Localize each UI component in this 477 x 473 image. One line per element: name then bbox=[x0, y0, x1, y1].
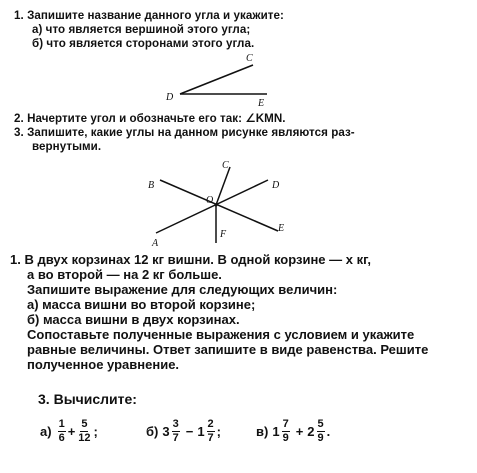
expr-c-label: в) bbox=[256, 424, 269, 439]
label-o: O bbox=[206, 195, 214, 206]
expression-a bbox=[40, 419, 98, 444]
label-e: E bbox=[278, 223, 285, 234]
expr-a-end: ; bbox=[93, 424, 98, 439]
problem1-line-8: полученное уравнение. bbox=[27, 357, 180, 372]
expr-a-f1-denominator: 6 bbox=[58, 432, 65, 444]
expr-a-fraction-1 bbox=[58, 419, 66, 444]
intersecting-lines-figure bbox=[140, 155, 300, 250]
expr-b-fraction-1 bbox=[172, 419, 180, 444]
problem1-line-4: а) масса вишни во второй корзине; bbox=[27, 297, 256, 312]
angle-cde-figure bbox=[150, 50, 290, 110]
label-a: A bbox=[152, 238, 159, 249]
problem1-number: 1. bbox=[10, 252, 21, 267]
problem1-line-2: а во второй — на 2 кг больше. bbox=[27, 267, 222, 282]
label-c: C bbox=[222, 160, 229, 171]
expr-b-f2-numerator: 2 bbox=[207, 418, 214, 430]
expr-a-f2-denominator: 12 bbox=[78, 432, 91, 444]
expr-c-f2-numerator: 5 bbox=[317, 418, 324, 430]
problem1-line-7: равные величины. Ответ запишите в виде равенства. Решите bbox=[27, 342, 429, 357]
problem1-line-6: Сопоставьте полученные выражения с условием и укажите bbox=[27, 327, 415, 342]
expr-b-end: ; bbox=[216, 424, 222, 439]
expr-b-f1-numerator: 3 bbox=[172, 418, 179, 430]
label-b: B bbox=[148, 180, 155, 191]
expr-c-operator: + bbox=[295, 424, 304, 439]
problem3-title: Вычислите: bbox=[53, 391, 137, 407]
label-d: D bbox=[272, 180, 280, 191]
task3-number: 3. bbox=[14, 126, 24, 139]
expr-b-whole-2: 1 bbox=[197, 424, 205, 439]
expr-b-fraction-2 bbox=[207, 419, 215, 444]
task3-text-line1: Запишите, какие углы на данном рисунке являются раз- bbox=[27, 126, 355, 139]
ray-dc bbox=[180, 65, 253, 94]
expression-c bbox=[256, 419, 330, 444]
label-c: C bbox=[246, 53, 253, 64]
expr-a-fraction-2 bbox=[77, 419, 91, 444]
expr-b-operator: − bbox=[185, 424, 194, 439]
expr-c-whole-2: 2 bbox=[307, 424, 315, 439]
label-e: E bbox=[258, 98, 265, 109]
expr-b-f2-denominator: 7 bbox=[207, 432, 214, 444]
task2-number: 2. bbox=[14, 112, 24, 125]
label-d: D bbox=[166, 92, 174, 103]
problem1-line-1 bbox=[10, 252, 371, 268]
task2-line bbox=[14, 112, 286, 126]
task1-item-b: б) что является сторонами этого угла. bbox=[32, 37, 255, 50]
expr-c-fraction-2 bbox=[317, 419, 325, 444]
expr-b-label: б) bbox=[146, 424, 159, 439]
task3-line1 bbox=[14, 126, 355, 140]
expr-a-operator: + bbox=[67, 424, 76, 439]
task1-item-a: а) что является вершиной этого угла; bbox=[32, 23, 251, 36]
problem1-text-1: В двух корзинах 12 кг вишни. В одной корзине — x кг, bbox=[24, 252, 371, 267]
label-f: F bbox=[220, 229, 227, 240]
expr-c-end: . bbox=[326, 424, 331, 439]
point-o bbox=[215, 204, 218, 207]
problem1-line-5: б) масса вишни в двух корзинах. bbox=[27, 312, 240, 327]
task3-text-line2: вернутыми. bbox=[32, 140, 102, 153]
problem1-line-3: Запишите выражение для следующих величин: bbox=[27, 282, 338, 297]
task1-number: 1. bbox=[14, 9, 24, 22]
problem3-line bbox=[38, 391, 137, 407]
task1-text: Запишите название данного угла и укажите: bbox=[27, 9, 284, 22]
expr-c-f2-denominator: 9 bbox=[317, 432, 324, 444]
expr-c-fraction-1 bbox=[282, 419, 290, 444]
task2-text: Начертите угол и обозначьте его так: ∠KMN. bbox=[27, 112, 286, 125]
expr-a-f2-numerator: 5 bbox=[81, 418, 88, 430]
expression-b bbox=[146, 419, 221, 444]
line-ad bbox=[156, 180, 268, 233]
expr-c-whole-1: 1 bbox=[272, 424, 280, 439]
expr-b-f1-denominator: 7 bbox=[172, 432, 179, 444]
expr-c-f1-denominator: 9 bbox=[282, 432, 289, 444]
expr-c-f1-numerator: 7 bbox=[282, 418, 289, 430]
expr-a-label: а) bbox=[40, 424, 52, 439]
expr-b-whole-1: 3 bbox=[162, 424, 170, 439]
problem3-number: 3. bbox=[38, 391, 50, 407]
task1-line bbox=[14, 9, 284, 23]
expr-a-f1-numerator: 1 bbox=[58, 418, 65, 430]
